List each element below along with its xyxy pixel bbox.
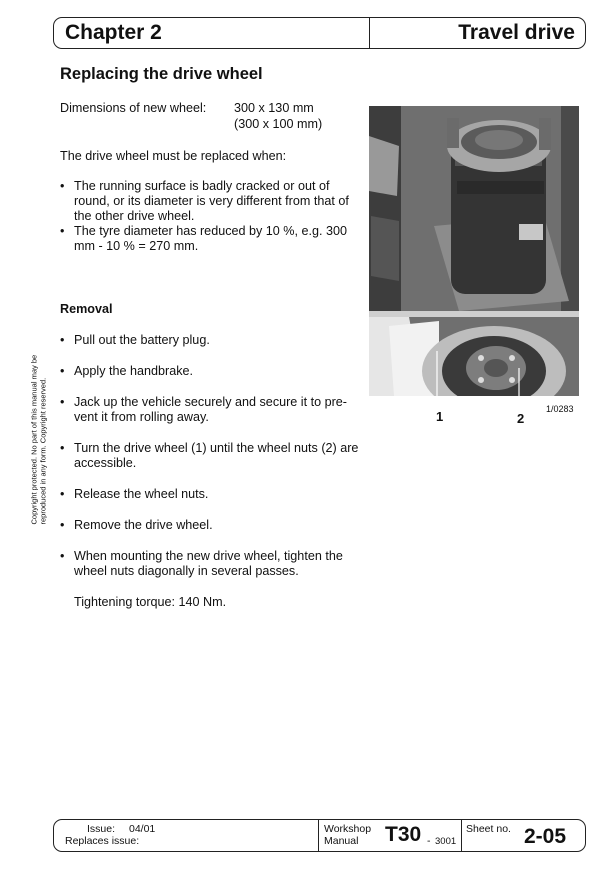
sheet-number: 2-05	[524, 825, 567, 848]
issue-label: Issue:	[87, 823, 116, 835]
replaces-issue-label: Replaces issue:	[65, 835, 140, 847]
figure-code: 1/0283	[546, 404, 574, 414]
figure-label-wheel-nuts: 2	[517, 411, 525, 426]
chapter-title: Chapter 2	[54, 18, 370, 48]
list-item: • When mounting the new drive wheel, tighten the wheel nuts diagonally in several passes.	[60, 549, 365, 579]
manual-line-2: Manual	[324, 835, 359, 847]
list-item: • Release the wheel nuts.	[60, 487, 365, 502]
page-title: Replacing the drive wheel	[60, 65, 263, 83]
copyright-note: Copyright protected. No part of this manual may be reproduced in any form. Copyright reserved.	[29, 354, 47, 525]
list-item: • The running surface is badly cracked or out of round, or its diameter is very different from that of the other drive wheel.	[60, 179, 360, 224]
list-item: • Jack up the vehicle securely and secure it to pre-vent it from rolling away.	[60, 395, 365, 425]
model-code: 3001	[435, 836, 457, 847]
manual-line-1: Workshop	[324, 823, 372, 835]
list-item: • The tyre diameter has reduced by 10 %, e.g. 300 mm - 10 % = 270 mm.	[60, 224, 360, 254]
page-footer	[53, 819, 586, 852]
model-separator: -	[427, 835, 431, 847]
list-item: • Remove the drive wheel.	[60, 518, 365, 533]
figure-label-drive-wheel: 1	[436, 409, 444, 424]
dimensions-label: Dimensions of new wheel:	[60, 101, 207, 115]
issue-value: 04/01	[129, 823, 156, 835]
dimensions-value-2: (300 x 100 mm)	[234, 117, 323, 131]
removal-heading: Removal	[60, 302, 113, 316]
sheet-label: Sheet no.	[466, 823, 511, 835]
removal-steps	[60, 333, 365, 595]
model-name: T30	[385, 823, 422, 846]
drive-wheel-photo	[369, 106, 579, 396]
list-item: • Turn the drive wheel (1) until the wheel nuts (2) are accessible.	[60, 441, 365, 471]
section-title: Travel drive	[458, 21, 575, 44]
replace-intro: The drive wheel must be replaced when:	[60, 149, 287, 163]
list-item: • Apply the handbrake.	[60, 364, 365, 379]
list-item: • Pull out the battery plug.	[60, 333, 365, 348]
dimensions-value-1: 300 x 130 mm	[234, 101, 314, 115]
tightening-torque: Tightening torque: 140 Nm.	[74, 595, 227, 609]
conditions-list	[60, 179, 360, 254]
page-header	[53, 17, 586, 49]
